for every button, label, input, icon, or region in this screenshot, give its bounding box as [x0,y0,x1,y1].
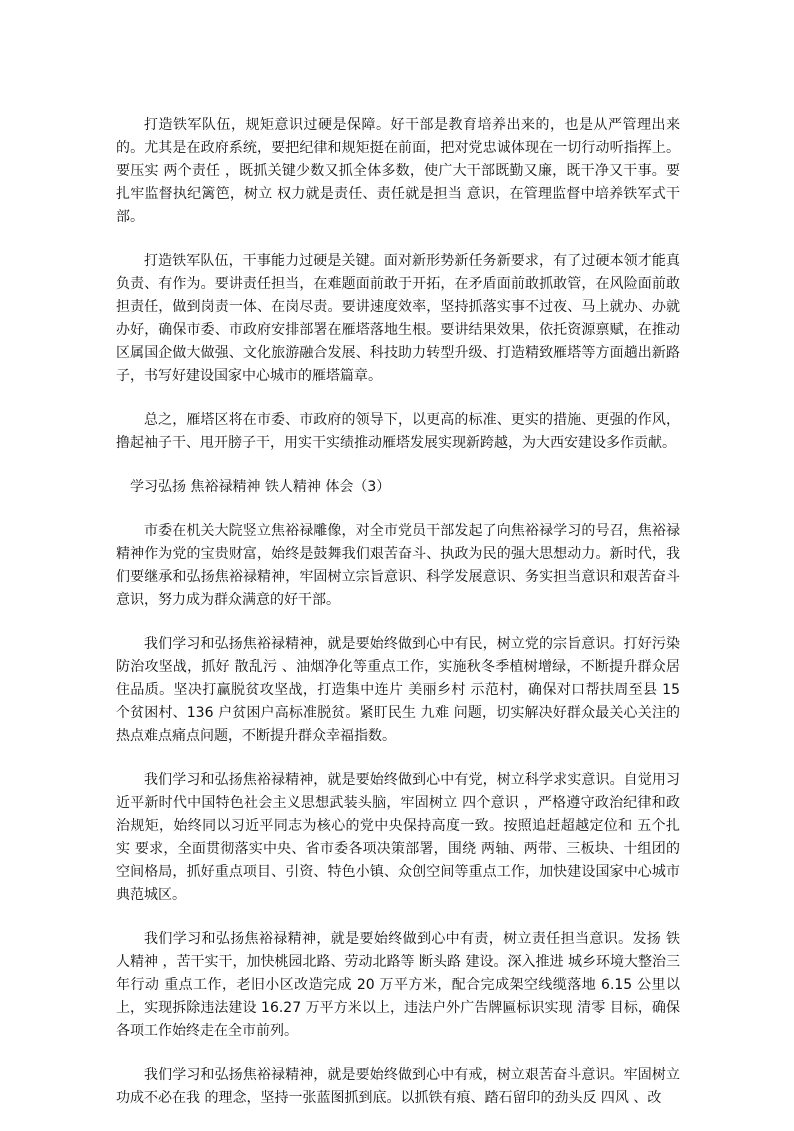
document-page [116,114,680,1131]
paragraph-4: 市委在机关大院竖立焦裕禄雕像，对全市党员干部发起了向焦裕禄学习的号召，焦裕禄精神作为党的宝贵财富，始终是鼓舞我们艰苦奋斗、执政为民的强大思想动力。新时代，我们要继承和弘扬焦裕禄精神，牢固树立宗旨意识、科学发展意识、务实担当意识和艰苦奋斗意识，努力成为群众满意的好干部。 [116,523,680,608]
paragraph-2: 打造铁军队伍，干事能力过硬是关键。面对新形势新任务新要求，有了过硬本领才能真负责、有作为。要讲责任担当，在难题面前敢于开拓，在矛盾面前敢抓敢管，在风险面前敢担责任，做到岗责一体、在岗尽责。要讲速度效率，坚持抓落实事不过夜、马上就办、办就办好，确保市委、市政府安排部署在雁塔落地生根。要讲结果效果，依托资源禀赋，在推动区属国企做大做强、文化旅游融合发展、科技助力转型升级、打造精致雁塔等方面趟出新路子，书写好建设国家中心城市的雁塔篇章。 [116,253,680,384]
paragraph-1: 打造铁军队伍，规矩意识过硬是保障。好干部是教育培养出来的，也是从严管理出来的。尤其是在政府系统，要把纪律和规矩挺在前面，把对党忠诚体现在一切行动听指挥上。要压实 两个责任 ，既抓关键少数又抓全体多数，使广大干部既勤又廉，既干净又干事。要扎牢监督执纪篱笆，树立 权力就是责任、责任就是担当 意识，在管理监督中培养铁军式干部。 [116,117,680,225]
paragraph-6: 我们学习和弘扬焦裕禄精神，就是要始终做到心中有党，树立科学求实意识。自觉用习近平新时代中国特色社会主义思想武装头脑，牢固树立 四个意识 ，严格遵守政治纪律和政治规矩，始终同以习近平同志为核心的党中央保持高度一致。按照追赶超越定位和 五个扎实 要求，全面贯彻落实中央、省市委各项决策部署，围绕 两轴、两带、三板块、十组团的空间格局，抓好重点项目、引资、特色小镇、众创空间等重点工作，加快建设国家中心城市典范城区。 [116,772,680,903]
paragraph-7: 我们学习和弘扬焦裕禄精神，就是要始终做到心中有责，树立责任担当意识。发扬 铁人精神 ，苦干实干，加快桃园北路、劳动北路等 断头路 建设。深入推进 城乡环境大整治三年行动 重点工作，老旧小区改造完成 20 万平方米，配合完成架空线缆落地 6.15 公里以上，实现拆除违法建设 16.27 万平方米以上，违法户外广告牌匾标识实现 清零 目标，确保各项工作始终走在全市前列。 [116,931,680,1039]
paragraph-5: 我们学习和弘扬焦裕禄精神，就是要始终做到心中有民，树立党的宗旨意识。打好污染防治攻坚战，抓好 散乱污 、油烟净化等重点工作，实施秋冬季植树增绿，不断提升群众居住品质。坚决打赢脱贫攻坚战，打造集中连片 美丽乡村 示范村，确保对口帮扶周至县 15 个贫困村、136 户贫困户高标准脱贫。紧盯民生 九难 问题，切实解决好群众最关心关注的热点难点痛点问题，不断提升群众幸福指数。 [116,636,680,744]
paragraph-3: 总之，雁塔区将在市委、市政府的领导下，以更高的标准、更实的措施、更强的作风，撸起袖子干、甩开膀子干，用实干实绩推动雁塔发展实现新跨越，为大西安建设多作贡献。 [116,412,680,451]
paragraph-8: 我们学习和弘扬焦裕禄精神，就是要始终做到心中有戒，树立艰苦奋斗意识。牢固树立功成不必在我 的理念，坚持一张蓝图抓到底。以抓铁有痕、踏石留印的劲头反 四风 、改 [116,1067,680,1106]
section-heading: 学习弘扬 焦裕禄精神 铁人精神 体会（3） [130,479,391,495]
